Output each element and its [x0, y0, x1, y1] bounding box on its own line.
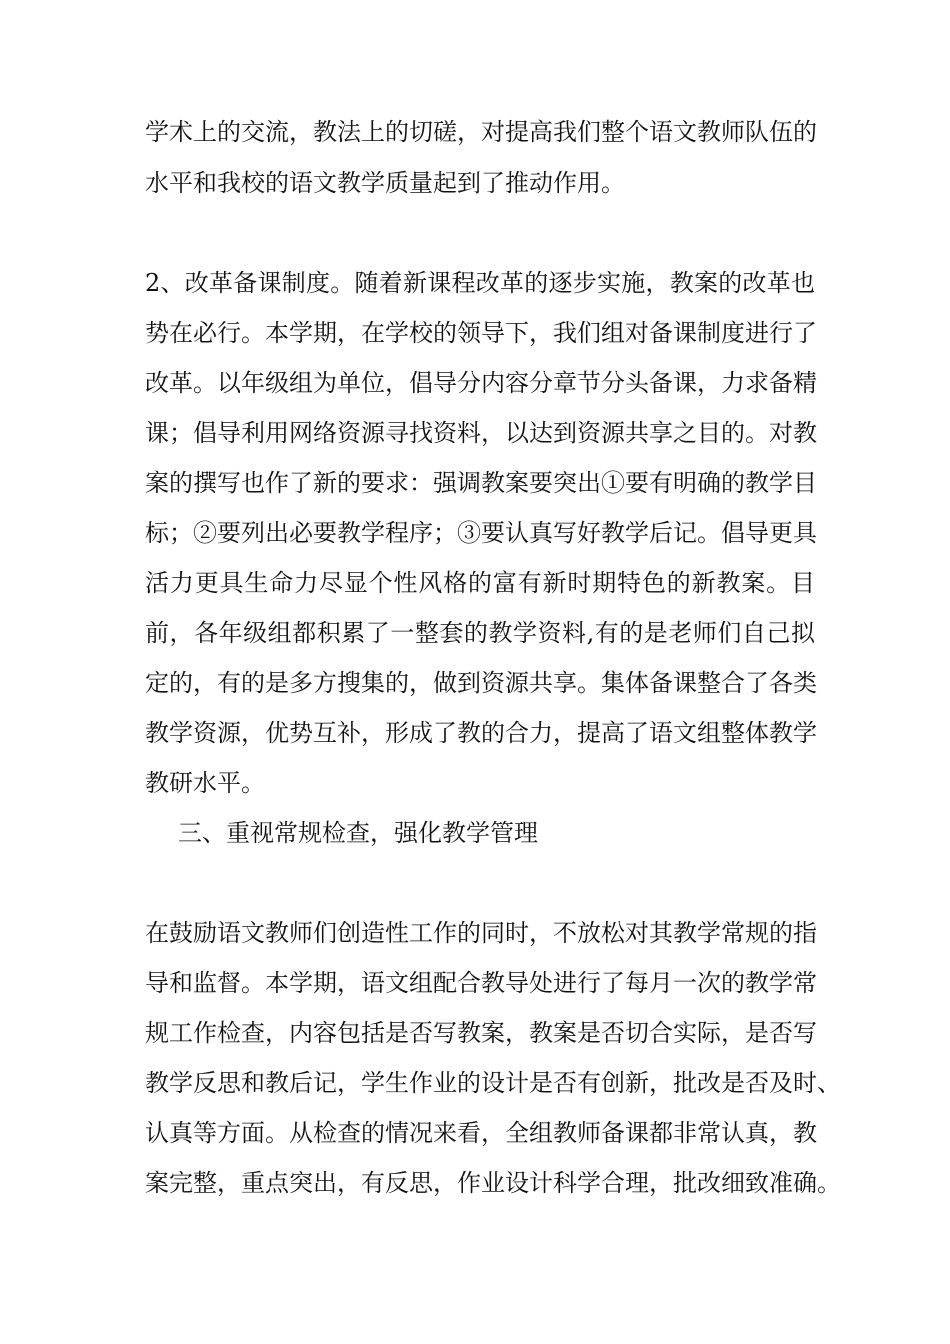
paragraph-3-line-3: 规工作检查，内容包括是否写教案，教案是否切合实际，是否写	[145, 1019, 817, 1047]
paragraph-3-line-1: 在鼓励语文教师们创造性工作的同时，不放松对其教学常规的指	[145, 919, 817, 947]
paragraph-2-line-11: 教研水平。	[145, 769, 265, 797]
paragraph-2-line-3: 改革。以年级组为单位，倡导分内容分章节分头备课，力求备精	[145, 369, 817, 397]
paragraph-2-line-8: 前，各年级组都积累了一整套的教学资料,有的是老师们自己拟	[145, 619, 815, 647]
paragraph-2-line-4: 课；倡导利用网络资源寻找资料，以达到资源共享之目的。对教	[145, 419, 817, 447]
paragraph-2-line-9: 定的，有的是多方搜集的，做到资源共享。集体备课整合了各类	[145, 669, 817, 697]
paragraph-3-line-5: 认真等方面。从检查的情况来看，全组教师备课都非常认真，教	[145, 1119, 817, 1147]
paragraph-1-line-2: 水平和我校的语文教学质量起到了推动作用。	[145, 169, 625, 197]
paragraph-2-line-2: 势在必行。本学期，在学校的领导下，我们组对备课制度进行了	[145, 319, 817, 347]
paragraph-2-line-6: 标；②要列出必要教学程序；③要认真写好教学后记。倡导更具	[145, 519, 817, 547]
section-heading: 三、重视常规检查，强化教学管理	[178, 819, 538, 847]
paragraph-3-line-4: 教学反思和教后记，学生作业的设计是否有创新，批改是否及时、	[145, 1069, 841, 1097]
paragraph-1-line-1: 学术上的交流，教法上的切磋，对提高我们整个语文教师队伍的	[145, 118, 817, 146]
paragraph-3-line-2: 导和监督。本学期，语文组配合教导处进行了每月一次的教学常	[145, 969, 817, 997]
paragraph-2-line-1: 2、改革备课制度。随着新课程改革的逐步实施，教案的改革也	[145, 269, 815, 297]
paragraph-2-line-7: 活力更具生命力尽显个性风格的富有新时期特色的新教案。目	[145, 569, 815, 597]
paragraph-2-line-5: 案的撰写也作了新的要求：强调教案要突出①要有明确的教学目	[145, 469, 817, 497]
paragraph-2-line-10: 教学资源，优势互补，形成了教的合力，提高了语文组整体教学	[145, 719, 817, 747]
paragraph-3-line-6: 案完整，重点突出，有反思，作业设计科学合理，批改细致准确。	[145, 1169, 841, 1197]
